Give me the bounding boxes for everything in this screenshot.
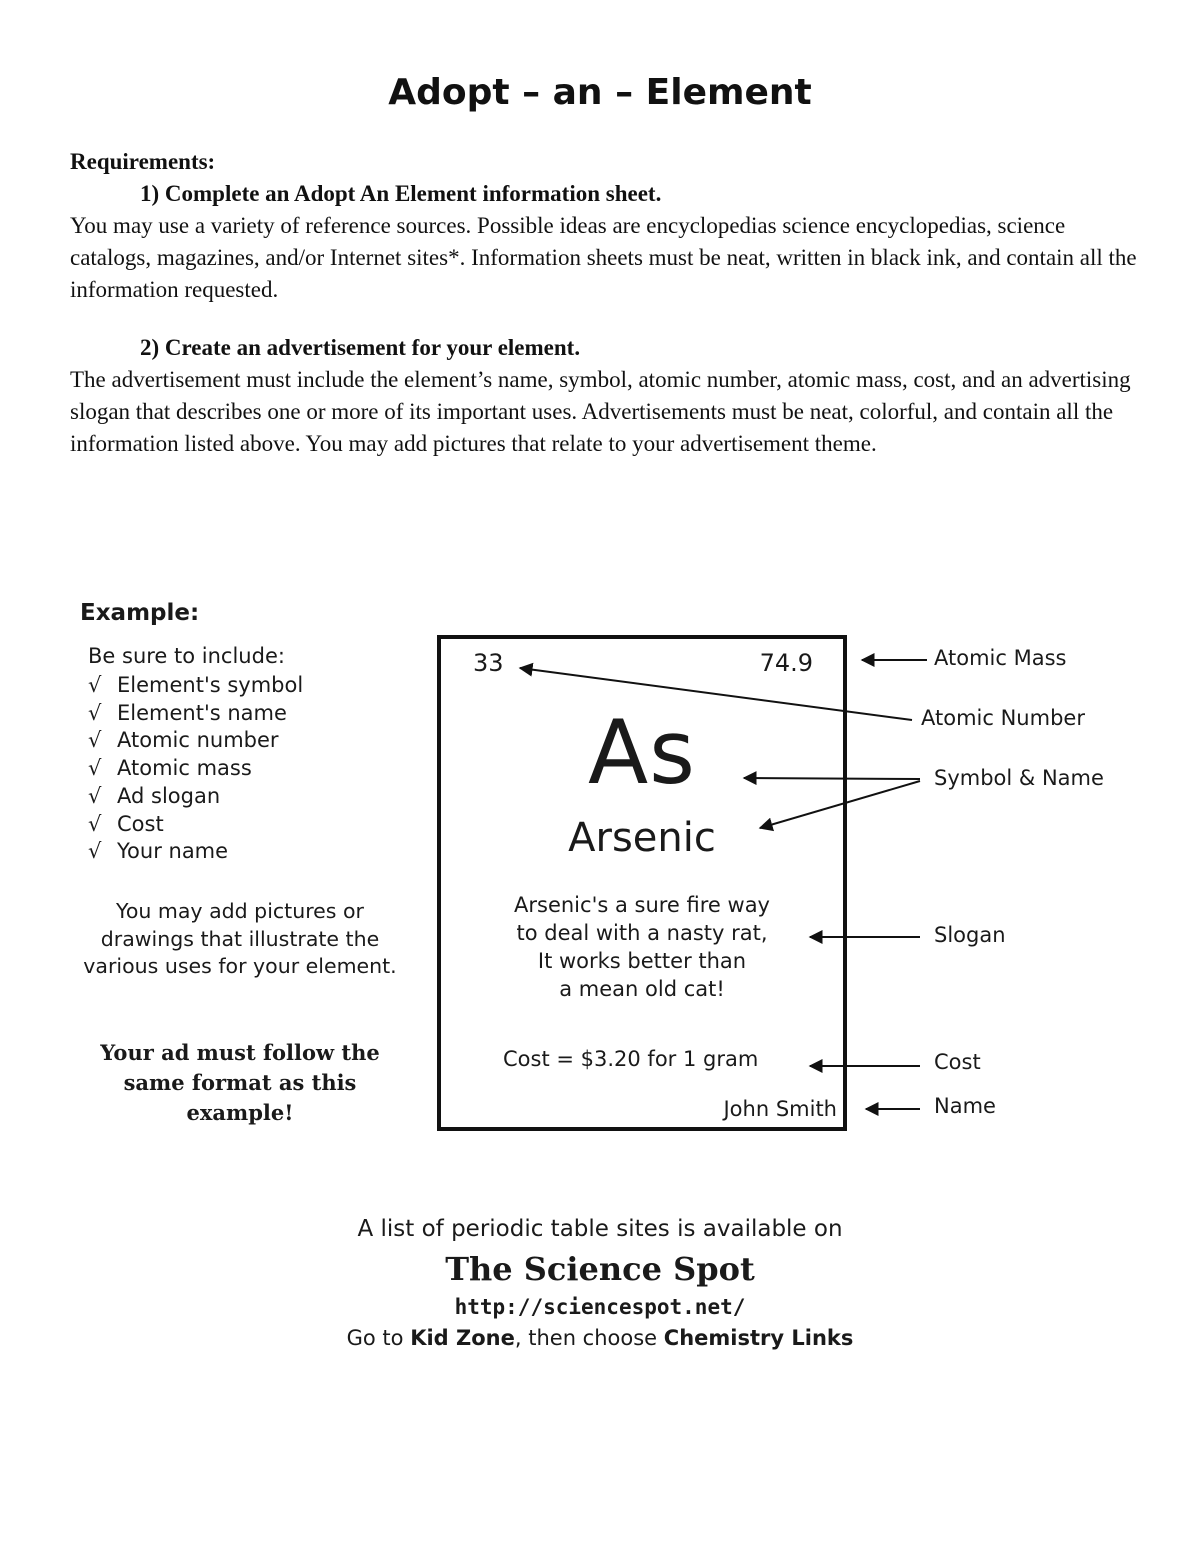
checklist-heading: Be sure to include: <box>88 644 285 668</box>
kid-zone-text: Kid Zone <box>410 1326 515 1350</box>
checklist-item: √ Cost <box>88 811 303 839</box>
slogan-line: to deal with a nasty rat, <box>516 921 768 945</box>
check-icon: √ <box>88 839 102 864</box>
requirement-2-heading: 2) Create an advertisement for your element. <box>140 335 581 360</box>
requirements-heading: Requirements: <box>70 149 216 174</box>
arrow-name <box>760 781 920 828</box>
slogan-line: Arsenic's a sure fire way <box>514 893 770 917</box>
site-name: The Science Spot <box>445 1250 755 1288</box>
label-cost: Cost <box>934 1050 981 1074</box>
check-icon: √ <box>88 673 102 697</box>
label-slogan: Slogan <box>934 923 1006 947</box>
checklist-item: √ Atomic mass <box>88 755 303 783</box>
checklist-item: √ Element's name <box>88 700 303 728</box>
label-name: Name <box>934 1094 996 1118</box>
example-heading: Example: <box>80 600 200 626</box>
slogan-line: a mean old cat! <box>559 977 725 1001</box>
pictures-note: You may add pictures or drawings that illustrate the various uses for your element. <box>83 899 397 978</box>
element-cost: Cost = $3.20 for 1 gram <box>503 1047 759 1071</box>
check-icon: √ <box>88 811 102 836</box>
check-icon: √ <box>88 728 102 753</box>
requirement-2-text: The advertisement must include the element’s name, symbol, atomic number, atomic mass, cost, and an advertising slogan that describes one or more of its important uses. Advertisements must be neat, colorful, and contain all the information listed above. You may add pictures that relate to your advertisement theme. <box>70 367 1131 456</box>
atomic-mass: 74.9 <box>759 649 813 677</box>
arrow-atomic-number <box>520 668 912 720</box>
navigation-instructions: Go to Kid Zone, then choose Chemistry Links <box>346 1326 854 1350</box>
checklist-item: √ Element's symbol <box>88 672 303 700</box>
checklist-item: √ Atomic number <box>88 727 303 755</box>
label-atomic-number: Atomic Number <box>921 706 1085 730</box>
check-icon: √ <box>88 700 102 725</box>
checklist-item: √ Ad slogan <box>88 783 303 811</box>
label-atomic-mass: Atomic Mass <box>934 646 1067 670</box>
element-name: Arsenic <box>568 815 716 861</box>
requirement-1-text: You may use a variety of reference sources. Possible ideas are encyclopedias science encyclopedias, science catalogs, magazines, and/or Internet sites*. Information sheets must be neat, written in black ink, and contain all the information requested. <box>70 213 1137 302</box>
element-symbol: As <box>587 701 697 804</box>
format-note: Your ad must follow the same format as this example! <box>100 1040 380 1125</box>
chemistry-links-text: Chemistry Links <box>663 1326 854 1350</box>
slogan-line: It works better than <box>537 949 747 973</box>
footer-intro: A list of periodic table sites is available on <box>357 1216 843 1242</box>
requirement-1-heading: 1) Complete an Adopt An Element information sheet. <box>140 181 662 206</box>
author-name: John Smith <box>723 1097 837 1121</box>
check-icon: √ <box>88 783 102 808</box>
arrow-symbol <box>744 778 920 779</box>
check-icon: √ <box>88 756 102 781</box>
atomic-number: 33 <box>473 649 504 677</box>
page-title: Adopt – an – Element <box>388 72 812 113</box>
label-symbol-name: Symbol & Name <box>934 766 1104 790</box>
site-url-link[interactable]: http://sciencespot.net/ <box>454 1295 746 1319</box>
checklist-item: √ Your name <box>88 838 303 866</box>
